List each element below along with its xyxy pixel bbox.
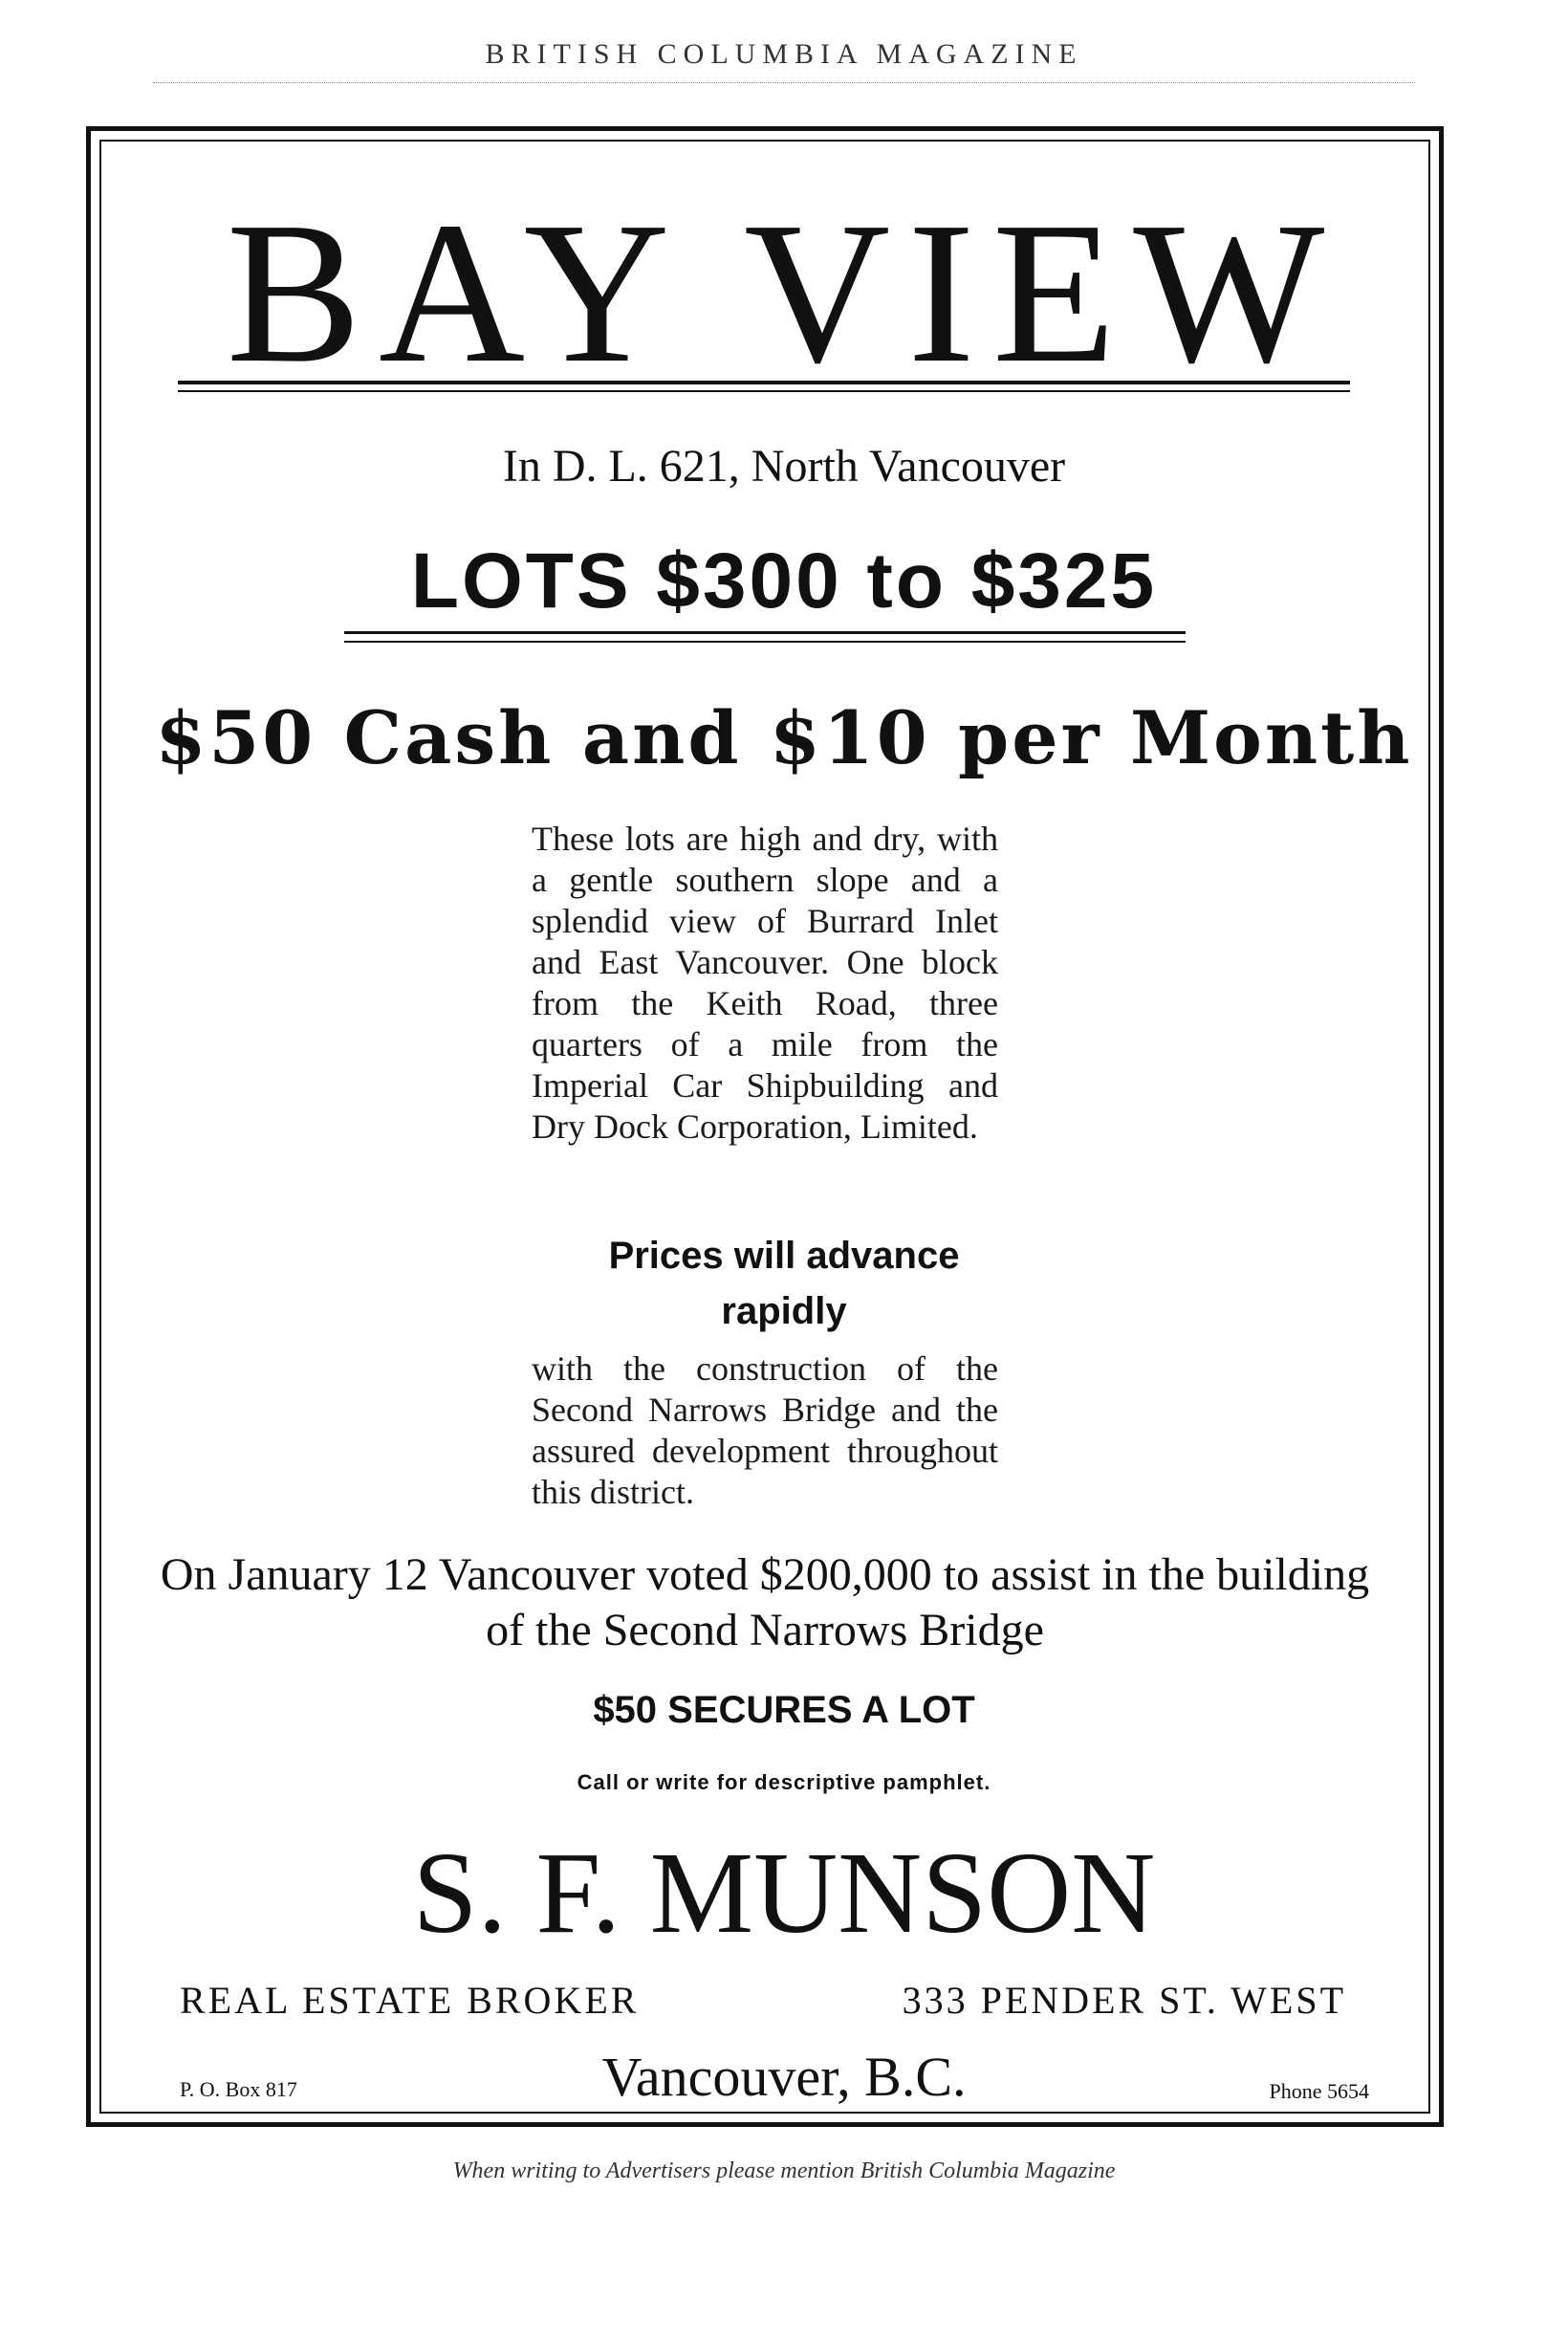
pamphlet-note: Call or write for descriptive pamphlet. xyxy=(577,1770,991,1794)
prices-advance-line: Prices will advance xyxy=(608,1235,960,1277)
price-rule xyxy=(344,641,1186,643)
broker-title: REAL ESTATE BROKER xyxy=(180,1979,640,2022)
prices-advance-heading xyxy=(0,1228,1568,1339)
phone-number: Phone 5654 xyxy=(1269,2079,1369,2103)
header-rule xyxy=(153,82,1415,83)
footer-note: When writing to Advertisers please mention British Columbia Magazine xyxy=(452,2159,1116,2183)
payment-terms: $50 Cash and $10 per Month xyxy=(155,695,1413,780)
broker-name: S. F. MUNSON xyxy=(412,1829,1156,1958)
broker-city: Vancouver, B.C. xyxy=(601,2046,967,2108)
lots-price: LOTS $300 to $325 xyxy=(410,537,1158,625)
po-box: P. O. Box 817 xyxy=(180,2077,297,2101)
prices-advance-line: rapidly xyxy=(721,1290,847,1332)
advance-note: with the construction of the Second Narrows Bridge and the assured development throughout this district. xyxy=(532,1349,998,1511)
lot-description: These lots are high and dry, with a gentle southern slope and a splendid view of Burrard Inlet and East Vancouver. One block from the Keith Road, three quarters of a mile from the Imperial Car Shipbuilding and Dry Dock Corporation, Limited. xyxy=(532,820,998,1146)
secures-lot-line: $50 SECURES A LOT xyxy=(593,1689,975,1731)
price-rule xyxy=(344,631,1186,634)
running-head: BRITISH COLUMBIA MAGAZINE xyxy=(485,38,1083,70)
ad-headline: BAY VIEW xyxy=(226,180,1342,405)
headline-rule xyxy=(178,390,1350,392)
headline-rule xyxy=(178,381,1350,384)
broker-address: 333 PENDER ST. WEST xyxy=(902,1979,1346,2022)
vote-notice: On January 12 Vancouver voted $200,000 to assist in the building of the Second Narrows Bridge xyxy=(160,1549,1370,1655)
location-line: In D. L. 621, North Vancouver xyxy=(502,441,1066,492)
